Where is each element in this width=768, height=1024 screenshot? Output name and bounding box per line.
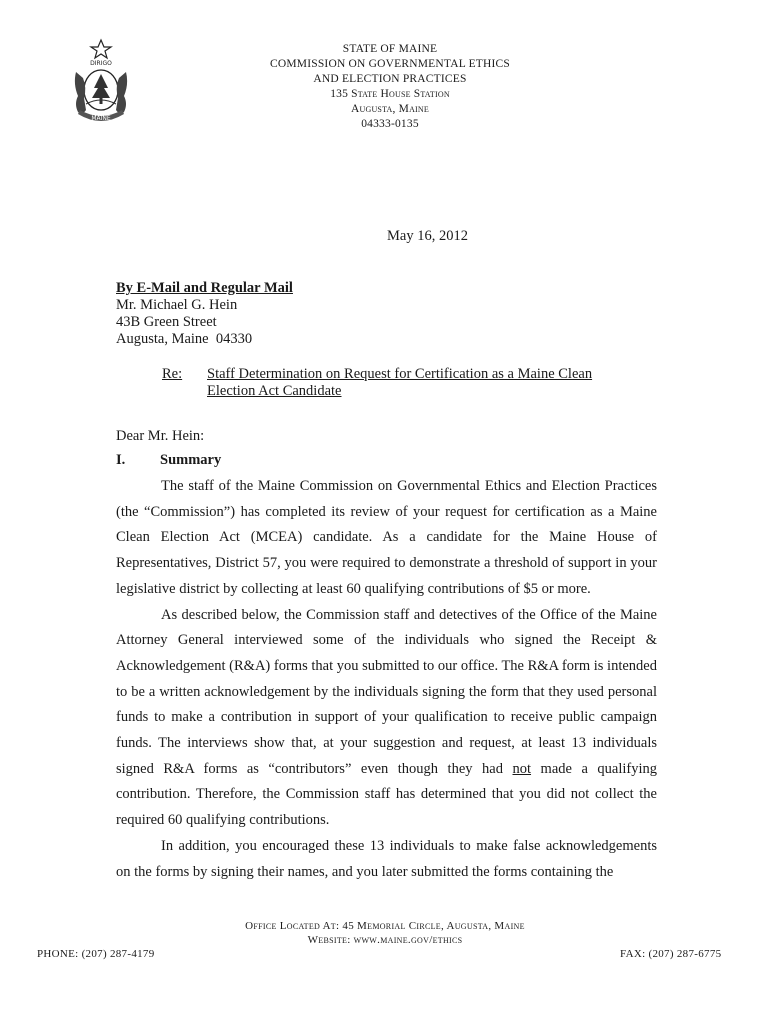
recipient-street: 43B Green Street: [116, 314, 217, 330]
letter-body: [116, 474, 657, 885]
recipient-name: Mr. Michael G. Hein: [116, 297, 238, 313]
section-heading: [116, 452, 221, 469]
footer-website: Website: www.maine.gov/ethics: [307, 934, 463, 946]
salutation: Dear Mr. Hein:: [116, 428, 205, 444]
re-subject: [207, 366, 627, 400]
svg-text:DIRIGO: DIRIGO: [90, 60, 112, 67]
paragraph-2-part-b: made a qualifying contribution. Therefore, the Commission staff has determined that you did not collect the required 60 qualifying contributions.: [116, 760, 658, 829]
footer-phone: PHONE: (207) 287-4179: [37, 948, 155, 960]
svg-text:MAINE: MAINE: [91, 115, 111, 122]
paragraph-2: [116, 603, 657, 834]
letterhead-zip: 04333-0135: [361, 118, 419, 130]
re-label: Re:: [162, 366, 183, 382]
paragraph-2-underlined: not: [512, 760, 532, 777]
section-title: Summary: [160, 452, 222, 468]
paragraph-3: In addition, you encouraged these 13 individuals to make false acknowledgements on the forms by signing their names, and you later submitted the forms containing the: [116, 837, 657, 880]
letterhead-state: STATE OF MAINE: [342, 43, 438, 55]
maine-state-seal-icon: [68, 38, 134, 126]
letterhead-city: Augusta, Maine: [351, 103, 429, 115]
letterhead-commission-2: AND ELECTION PRACTICES: [313, 73, 467, 85]
re-subject-line-1: Staff Determination on Request for Certification as a Maine Clean: [207, 366, 593, 382]
letter-date: May 16, 2012: [387, 228, 468, 244]
recipient-city: Augusta, Maine 04330: [116, 331, 253, 347]
footer: [180, 919, 590, 947]
letterhead: [240, 42, 540, 132]
letterhead-commission: COMMISSION ON GOVERNMENTAL ETHICS: [269, 58, 511, 70]
paragraph-2-part-a: As described below, the Commission staff and detectives of the Office of the Maine Attorney General interviewed some of the individuals who signed the Receipt & Acknowledgement (R&A) forms that you submitted to our office. The R&A form is intended to be a written acknowledgement by the individuals signing the form that they used personal funds to make a contribution in support of your qualification to receive public campaign funds. The interviews show that, at your suggestion and request, at least 13 individuals signed R&A forms as “contributors” even though they had: [116, 606, 657, 777]
section-number: I.: [116, 452, 126, 468]
delivery-method: By E-Mail and Regular Mail: [116, 280, 293, 296]
footer-fax: FAX: (207) 287-6775: [620, 948, 722, 960]
paragraph-1: The staff of the Maine Commission on Governmental Ethics and Election Practices (the “Commission”) has completed its review of your request for certification as a Maine Clean Election Act (MCEA) candidate. As a candidate for the Maine House of Representatives, District 57, you were required to demonstrate a threshold of support in your legislative district by collecting at least 60 qualifying contributions of $5 or more.: [116, 478, 657, 597]
re-subject-line-2: Election Act Candidate: [207, 383, 342, 399]
letterhead-station: 135 State House Station: [330, 88, 450, 100]
footer-office: Office Located At: 45 Memorial Circle, Augusta, Maine: [245, 920, 525, 932]
recipient-address: [116, 280, 293, 348]
